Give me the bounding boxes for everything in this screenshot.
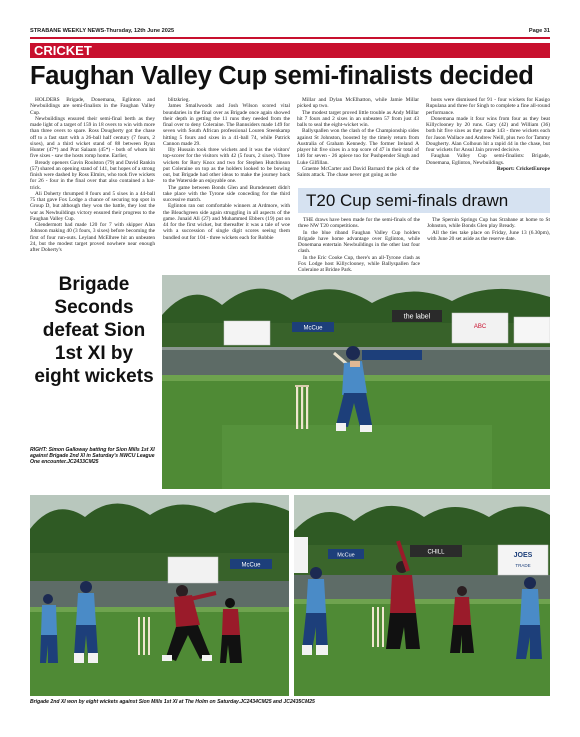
banner-text: McCue — [303, 325, 323, 332]
article-paragraph: The Spernin Springs Cup has Strabane at home to St Johnston, while Bonds Glen play Bready. — [427, 217, 550, 230]
page-headline: Faughan Valley Cup semi-finalists decided — [30, 62, 534, 90]
article-paragraph: blitzkrieg. — [168, 97, 190, 103]
section-tag: CRICKET — [30, 43, 550, 58]
stumps — [295, 385, 309, 429]
sidebar-photo-caption: RIGHT: Simon Galloway batting for Sion Mills 1st XI against Brigade 2nd XI in Saturday's NWCU League One encounter.JC2433CM25 — [30, 447, 155, 466]
article-paragraph: In the Eric Cooke Cup, there's an all-Tyrone clash as Fox Lodge host Killyclooney, while Ballyspallen face Coleraine at Bridge Park. — [298, 254, 420, 271]
t20-heading: T20 Cup semi-finals drawn — [298, 188, 550, 213]
article-paragraph: Faughan Valley Cup semi-finalists: Brigade, Donemana, Eglinton, Newbuildings. — [426, 153, 550, 166]
banner-text: McCue — [241, 562, 261, 569]
header-rule — [30, 37, 550, 39]
page-header — [30, 27, 550, 37]
publication-dateline: STRABANE WEEKLY NEWS-Thursday, 12th June 2025 — [30, 28, 175, 34]
banner-text: McCue — [337, 552, 355, 559]
article-paragraph: Illy Hussain took three wickets and it was the visitors' top-scorer for the visitors with 42 (5 fours, 2 sixes). Three wickets for Rory Knox and two for Stephen Hutchinson put Coleraine on top as the holders looked to be bowing out, but Brigade had other ideas to make the journey back to the Waterside an enjoyable one. — [163, 147, 290, 185]
article-paragraph: The game between Bonds Glen and Burndennett didn't take place with the Tyrone side conceding for the third successive match. — [163, 184, 290, 203]
banner-text: JOES — [513, 552, 533, 559]
article-paragraph: Newbuildings ensured their semi-final berth as they made light of a target of 159 in 18 overs to win with more than three overs to spare. Ross Dougherty got the chase off to a fast start with a 26-ball half century (7 fours, 2 sixes), and a third wicket stand of 88 between Ryan Hunter (47*) and Prat Salaam (45*) - both of whom hit five sixes - saw the hosts romp home. Earlier, — [30, 115, 155, 160]
banner-text: the label — [403, 313, 431, 321]
article-paragraph: Eglinton ran out comfortable winners at Ardmore, with the Bleachgreen side again struggling in all aspects of the game. Junaid Ali (27) and Muhammed Ebbers (19) put on 44 for the first wicket, but thereafter it was a tale of woe with a succession of single digit scores seeing them bundled out for 104 - three wickets each for Robbie — [163, 203, 290, 241]
banner-text: CHILL — [427, 549, 445, 556]
banner-text: ABC — [473, 324, 487, 330]
article-paragraph: hosts were dismissed for 91 - four wickets for Kasigo Rupulana and three for Singh to complete a fine all-round performance. — [426, 97, 550, 116]
article-paragraph: HOLDERS Brigade, Donemana, Eglinton and Newbuildings are semi-finalists in the Faughan Valley Cup. — [30, 97, 155, 116]
article-paragraph: Ali Doherty thrumped 8 fours and 5 sixes in a 44-ball 75 that gave Fox Lodge a chance of securing top spot in Group D, but although they won the battle, they lost the war as Newbuildings victory ensured their progress to the Faughan Valley Cup. — [30, 190, 155, 222]
article-paragraph: In the blue riband Faughan Valley Cup holders Brigade have home advantage over Eglinton, while Donemana entertain Newbuildings in the other last four clash. — [298, 229, 420, 255]
article-paragraph: The modest target proved little trouble as Andy Millar hit 7 fours and 2 sixes in an unbeaten 57 from just 43 balls to seal the eight-wicket win. — [297, 109, 419, 128]
report-credit: Report: CricketEurope — [496, 165, 550, 172]
bowling-photo — [30, 495, 289, 696]
page-number: Page 31 — [528, 28, 550, 34]
article-column-1 — [30, 97, 155, 269]
article-paragraph: Bready openers Gavin Roulston (79) and David Rankin (57) shared an opening stand of 141, but hopes of a strong finish were dashed by Ross Elmirs, who took five wickets for 26 - four in the final over that also contained a hat-trick. — [30, 159, 155, 191]
banner-text: TRADE — [515, 563, 531, 568]
t20-column-1 — [298, 217, 420, 271]
article-paragraph: Ballyspallen won the clash of the Championship sides against St Johnston, boosted by the timely return from Australia of Graham Kennedy. The former Ireland A player hit five sixes in a top score of 47 in their total of 146 for seven - 26 apiece too for Pushpender Singh and Luke Gilfillan. — [297, 128, 419, 166]
stumps — [372, 607, 384, 647]
stumps — [138, 617, 150, 655]
article-paragraph: Millar and Dylan McElhatton, while Jamie Millar picked up two. — [297, 97, 419, 110]
batting-photo — [162, 275, 550, 489]
article-paragraph: THE draws have been made for the semi-finals of the three NW T20 competitions. — [298, 217, 420, 230]
t20-column-2 — [427, 217, 550, 271]
article-paragraph: Donemana made it four wins from four as they beat Killyclooney by 20 runs. Gary (42) and William (36) both hit five sixes as they made 143 - three wickets each for Jason Wallace and Andrew Neill, plus two for Tammy Dougherty. Alan Colhoun hit a rapid 44 in the chase, but four wickets for Ansul Jain proved decisive. — [426, 115, 550, 153]
article-column-3 — [297, 97, 419, 185]
article-column-2 — [163, 97, 290, 272]
article-paragraph: Glendermott had made 120 for 7 with skipper Alan Johnson making 40 (3 fours, 3 sixes) before becoming the first of four run-outs. Leyland McElhree hit an unbeaten 24, but the modest target proved nowhere near enough after Doherty's — [30, 222, 155, 253]
article-column-4 — [426, 97, 550, 185]
bottom-photo-caption: Brigade 2nd XI won by eight wickets against Sion Mills 1st XI at The Holm on Saturday.JC2434CM25 and JC2435CM25 — [30, 699, 315, 705]
celebration-photo — [294, 495, 550, 696]
article-paragraph: James Smallwoods and Josh Wilson scored vital boundaries in the final over as Brigade once again showed their depth in getting the 11 runs they needed from the final over to deny Coleraine. The Bannsiders made 149 for seven with South African professional Louren Steenkamp hitting 5 fours and sixes in a 41-ball 74, while Patrick Cannon made 29. — [163, 103, 290, 147]
article-paragraph: All the ties take place on Friday, June 13 (6.30pm), with June 20 set aside as the reserve date. — [427, 229, 550, 242]
article-paragraph: Graeme McCarter and David Barnard the pick of the Saints attack. The chase never got going as the — [297, 165, 419, 178]
sidebar-headline: Brigade Seconds defeat Sion 1st XI by eight wickets — [34, 274, 154, 387]
